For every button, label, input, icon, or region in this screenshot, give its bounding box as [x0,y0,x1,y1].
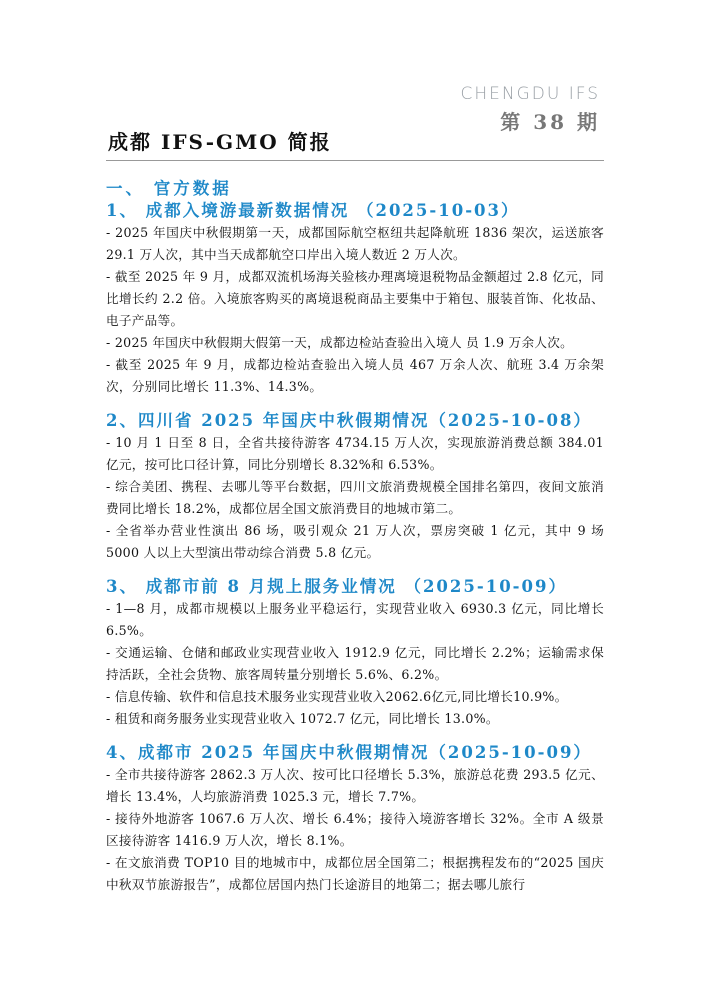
section-3-paragraph: - 交通运输、仓储和邮政业实现营业收入 1912.9 亿元，同比增长 2.2%；运输需求保持活跃，全社会货物、旅客周转量分别增长 5.6%、6.2%。 [106,645,604,682]
brand-logo-text: CHENGDU IFS [460,84,600,104]
section-heading-2: 2、四川省 2025 年国庆中秋假期情况（2025-10-08） [106,411,592,430]
section-4-paragraph: - 在文旅消费 TOP10 目的地城市中，成都位居全国第二；根据携程发布的“2025 国庆中秋双节旅游报告”，成都位居国内热门长途游目的地第二；据去哪儿旅行 [106,855,604,892]
section-3-paragraph: - 信息传输、软件和信息技术服务业实现营业收入2062.6亿元,同比增长10.9%。 [106,689,568,704]
report-body [106,178,604,896]
section-1-paragraph: - 截至 2025 年 9 月，成都边检站查验出入境人员 467 万余人次、航班 3.4 万余架次，分别同比增长 11.3%、14.3%。 [106,357,604,394]
section-4-paragraph: - 接待外地游客 1067.6 万人次、增长 6.4%；接待入境游客增长 32%。全市 A 级景区接待游客 1416.9 万人次，增长 8.1%。 [106,811,604,848]
title-divider [106,160,604,161]
section-heading-3: 3、 成都市前 8 月规上服务业情况 （2025-10-09） [106,577,567,596]
section-2-paragraph: - 10 月 1 日至 8 日，全省共接待游客 4734.15 万人次，实现旅游消费总额 384.01 亿元，按可比口径计算，同比分别增长 8.32%和 6.53%。 [106,435,604,472]
section-heading-1: 1、 成都入境游最新数据情况 （2025-10-03） [106,201,520,220]
section-1-paragraph: - 2025 年国庆中秋假期第一天，成都国际航空枢纽共起降航班 1836 架次，运送旅客 29.1 万人次，其中当天成都航空口岸出入境人数近 2 万人次。 [106,225,604,262]
part-heading: 一、 官方数据 [106,179,232,198]
section-4-paragraph: - 全市共接待游客 2862.3 万人次、按可比口径增长 5.3%，旅游总花费 293.5 亿元、增长 13.4%，人均旅游消费 1025.3 元，增长 7.7%。 [106,767,604,804]
section-3-paragraph: - 1—8 月，成都市规模以上服务业平稳运行，实现营业收入 6930.3 亿元，同比增长 6.5%。 [106,601,604,638]
section-1-paragraph: - 2025 年国庆中秋假期大假第一天，成都边检站查验出入境人 员 1.9 万余人次。 [106,335,574,350]
section-1-paragraph: - 截至 2025 年 9 月，成都双流机场海关验核办理离境退税物品金额超过 2.8 亿元，同比增长约 2.2 倍。入境旅客购买的离境退税商品主要集中于箱包、服装首饰、化妆品、电子产品等。 [106,269,604,328]
section-3-paragraph: - 租赁和商务服务业实现营业收入 1072.7 亿元，同比增长 13.0%。 [106,711,499,726]
issue-number: 第 38 期 [500,110,600,134]
section-2-paragraph: - 全省举办营业性演出 86 场，吸引观众 21 万人次，票房突破 1 亿元，其中 9 场 5000 人以上大型演出带动综合消费 5.8 亿元。 [106,523,604,560]
section-2-paragraph: - 综合美团、携程、去哪儿等平台数据，四川文旅消费规模全国排名第四，夜间文旅消费同比增长 18.2%，成都位居全国文旅消费目的地城市第二。 [106,479,604,516]
page-title: 成都 IFS-GMO 简报 [108,130,332,154]
section-heading-4: 4、成都市 2025 年国庆中秋假期情况（2025-10-09） [106,743,592,762]
